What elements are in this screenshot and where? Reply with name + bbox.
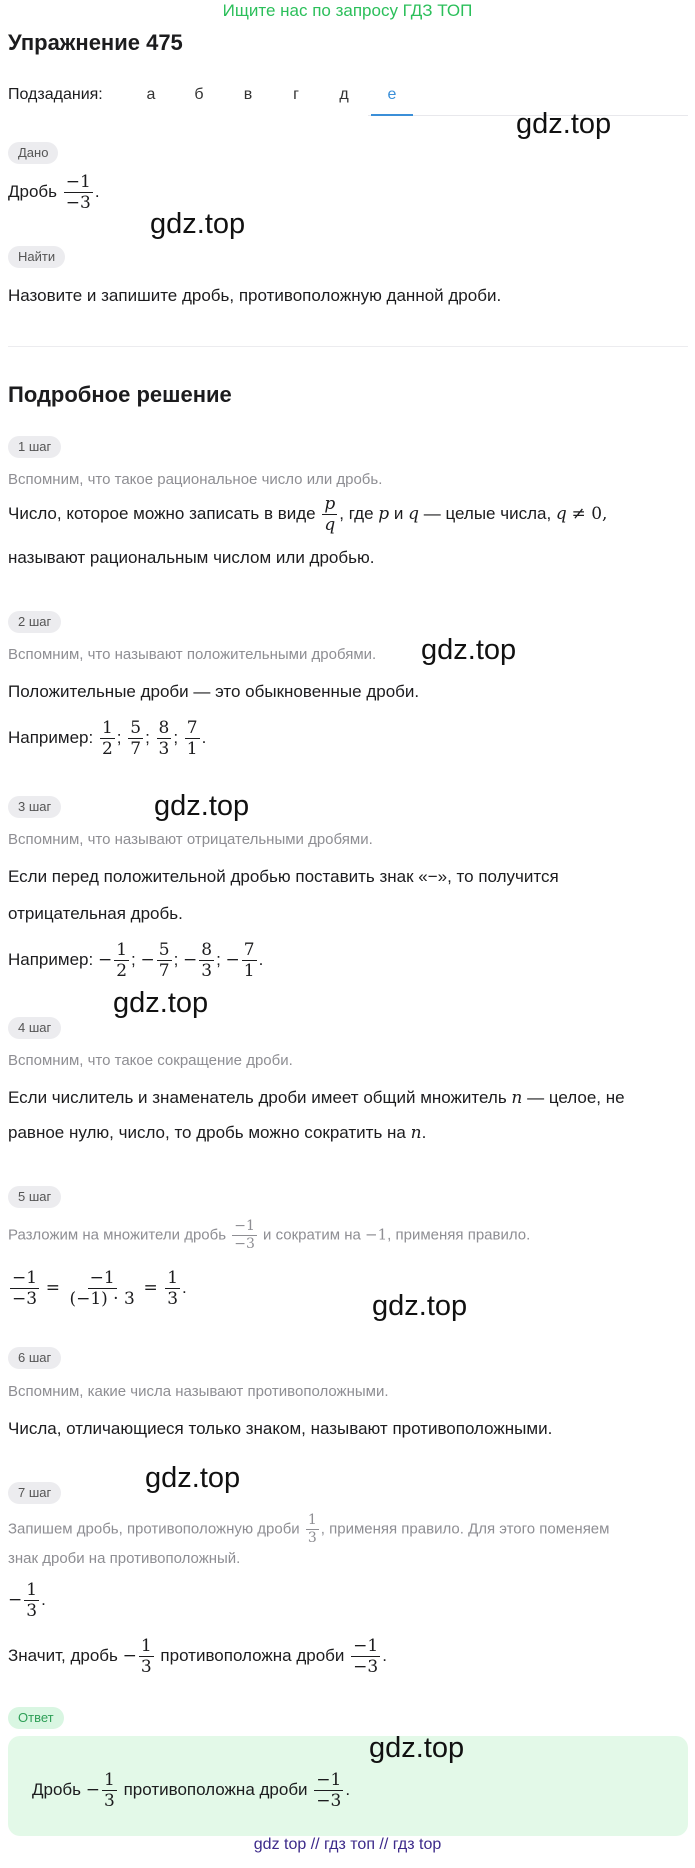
find-text: Назовите и запишите дробь, противоположную данной дроби. xyxy=(8,286,502,305)
step1-hint: Вспомним, что такое рациональное число или дробь. xyxy=(8,471,383,488)
step3-pill: 3 шаг xyxy=(8,796,61,818)
find-pill: Найти xyxy=(8,246,65,268)
step6-pill: 6 шаг xyxy=(8,1347,61,1369)
answer-pill: Ответ xyxy=(8,1707,64,1729)
watermark: gdz.top xyxy=(516,108,612,140)
step3-line1: Если перед положительной дробью поставить знак «−», то получится xyxy=(8,867,559,886)
watermark: gdz.top xyxy=(154,790,250,822)
tab-d[interactable]: д xyxy=(339,86,349,103)
watermark: gdz.top xyxy=(150,208,246,240)
step7-result: − $\frac{1}{3}$ . xyxy=(8,1580,46,1621)
tab-e[interactable]: е xyxy=(371,86,413,116)
step7-hint1: Запишем дробь, противоположную дроби $\frac{1}{3}$ , применяя правило. Для этого поменяем xyxy=(8,1512,610,1546)
step3-hint: Вспомним, что называют отрицательными дробями. xyxy=(8,831,373,848)
step1-line2: называют рациональным числом или дробью. xyxy=(8,548,375,567)
page-title: Упражнение 475 xyxy=(8,30,183,55)
watermark: gdz.top xyxy=(113,987,209,1019)
tab-g[interactable]: г xyxy=(293,86,299,103)
tab-v[interactable]: в xyxy=(243,86,253,103)
step7-hint2: знак дроби на противоположный. xyxy=(8,1550,241,1567)
given-fraction: $\frac{-1}{-3}$ xyxy=(65,172,91,213)
watermark: gdz.top xyxy=(421,634,517,666)
given-pill: Дано xyxy=(8,142,58,164)
example-fraction: $\frac{1}{2}$ xyxy=(101,718,113,759)
step1-line1: Число, которое можно записать в виде $\frac{p}{q}$ , где p и q — целые числа, q ≠ 0, xyxy=(8,494,608,535)
solution-title: Подробное решение xyxy=(8,382,232,407)
subtasks-label: Подзадания: xyxy=(8,86,103,103)
step7-conclusion: Значит, дробь − $\frac{1}{3}$ противоположна дроби $\frac{-1}{-3}$ . xyxy=(8,1636,387,1677)
example-fraction: $\frac{7}{1}$ xyxy=(243,940,255,981)
step5-equation: $\frac{-1}{-3}$ = $\frac{-1}{(-1) \cdot 3}$ = $\frac{1}{3}$ . xyxy=(12,1268,187,1309)
step5-pill: 5 шаг xyxy=(8,1186,61,1208)
tab-a[interactable]: а xyxy=(146,86,156,103)
example-fraction: $\frac{1}{2}$ xyxy=(116,940,128,981)
step4-line2: равное нулю, число, то дробь можно сократить на n. xyxy=(8,1123,427,1143)
step3-line2: отрицательная дробь. xyxy=(8,904,183,923)
watermark: gdz.top xyxy=(369,1732,465,1764)
step4-pill: 4 шаг xyxy=(8,1017,61,1039)
step2-pill: 2 шаг xyxy=(8,611,61,633)
example-fraction: $\frac{7}{1}$ xyxy=(186,718,198,759)
example-fraction: $\frac{5}{7}$ xyxy=(158,940,170,981)
tab-b[interactable]: б xyxy=(194,86,204,103)
step6-hint: Вспомним, какие числа называют противоположными. xyxy=(8,1383,389,1400)
step5-hint: Разложим на множители дробь $\frac{-1}{-3}$ и сократим на −1, применяя правило. xyxy=(8,1218,531,1252)
step3-example: Например: − $\frac{1}{2}$ ; − $\frac{5}{7}$ ; − $\frac{8}{3}$ ; − $\frac{7}{1}$ . xyxy=(8,940,264,981)
given-prefix: Дробь xyxy=(8,181,58,201)
step1-pill: 1 шаг xyxy=(8,436,61,458)
given-line: Дробь $\frac{-1}{-3}$ . xyxy=(8,172,100,213)
search-banner[interactable]: Ищите нас по запросу ГДЗ ТОП xyxy=(222,1,473,20)
watermark: gdz.top xyxy=(145,1462,241,1494)
example-fraction: $\frac{8}{3}$ xyxy=(158,718,170,759)
step2-hint: Вспомним, что называют положительными дробями. xyxy=(8,646,377,663)
example-fraction: $\frac{8}{3}$ xyxy=(201,940,213,981)
answer-text: Дробь − $\frac{1}{3}$ противоположна дроби $\frac{-1}{-3}$ . xyxy=(32,1770,351,1811)
example-fraction: $\frac{5}{7}$ xyxy=(130,718,142,759)
step4-hint: Вспомним, что такое сокращение дроби. xyxy=(8,1052,293,1069)
p-over-q-fraction: $\frac{p}{q}$ xyxy=(324,494,336,535)
watermark: gdz.top xyxy=(372,1290,468,1322)
step6-line1: Числа, отличающиеся только знаком, называют противоположными. xyxy=(8,1419,553,1438)
section-divider xyxy=(8,346,688,347)
step2-example: Например: $\frac{1}{2}$ ; $\frac{5}{7}$ ; $\frac{8}{3}$ ; $\frac{7}{1}$ . xyxy=(8,718,207,759)
step7-pill: 7 шаг xyxy=(8,1482,61,1504)
step4-line1: Если числитель и знаменатель дроби имеет общий множитель n — целое, не xyxy=(8,1088,625,1108)
footer-links[interactable]: gdz top // гдз топ // гдз top xyxy=(253,1836,442,1853)
step2-line1: Положительные дроби — это обыкновенные дроби. xyxy=(8,682,420,701)
